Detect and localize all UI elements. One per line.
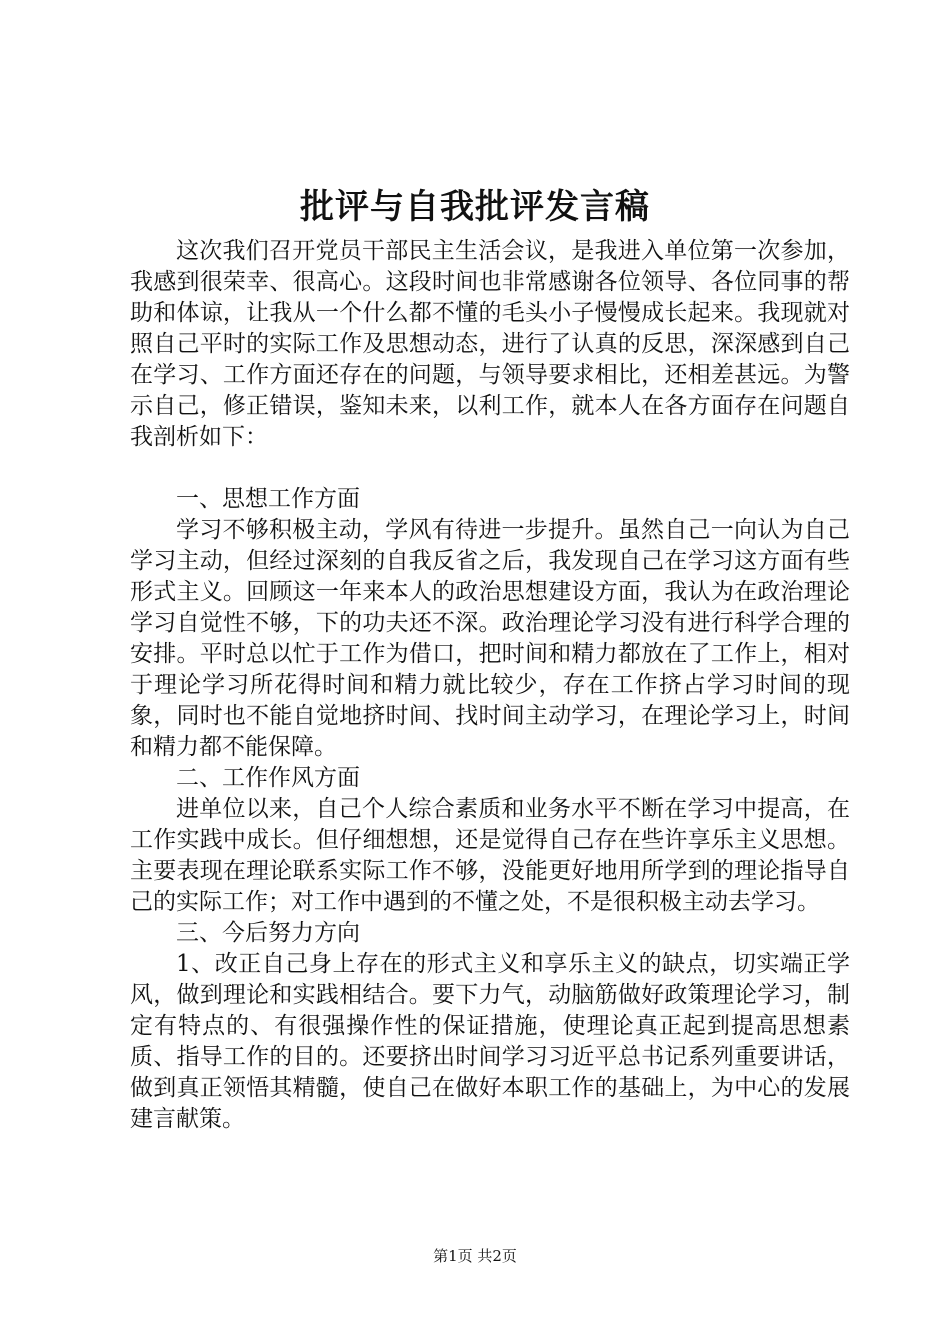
document-body: [130, 236, 850, 1135]
section-heading-thinking: 一、思想工作方面: [176, 486, 360, 512]
section-paragraph-future: 1、改正自己身上存在的形式主义和享乐主义的缺点，切实端正学风，做到理论和实践相结合。要下力气，动脑筋做好政策理论学习，制定有特点的、有很强操作性的保证措施，使理论真正起到提高思想素质、指导工作的目的。还要挤出时间学习习近平总书记系列重要讲话，做到真正领悟其精髓，使自己在做好本职工作的基础上，为中心的发展建言献策。: [130, 951, 850, 1132]
page-number-footer: 第1页 共2页: [433, 1247, 517, 1265]
intro-paragraph: 这次我们召开党员干部民主生活会议，是我进入单位第一次参加，我感到很荣幸、很高心。这段时间也非常感谢各位领导、各位同事的帮助和体谅，让我从一个什么都不懂的毛头小子慢慢成长起来。我现就对照自己平时的实际工作及思想动态，进行了认真的反思，深深感到自己在学习、工作方面还存在的问题，与领导要求相比，还相差甚远。为警示自己，修正错误，鉴知未来，以利工作，就本人在各方面存在问题自我剖析如下：: [130, 238, 850, 450]
document-title: 批评与自我批评发言稿: [300, 187, 650, 227]
section-paragraph-thinking: 学习不够积极主动，学风有待进一步提升。虽然自己一向认为自己学习主动，但经过深刻的自我反省之后，我发现自己在学习这方面有些形式主义。回顾这一年来本人的政治思想建设方面，我认为在政治理论学习自觉性不够，下的功夫还不深。政治理论学习没有进行科学合理的安排。平时总以忙于工作为借口，把时间和精力都放在了工作上，相对于理论学习所花得时间和精力就比较少，存在工作挤占学习时间的现象，同时也不能自觉地挤时间、找时间主动学习，在理论学习上，时间和精力都不能保障。: [130, 517, 850, 760]
section-heading-work-style: 二、工作作风方面: [176, 765, 360, 791]
section-heading-future: 三、今后努力方向: [176, 920, 360, 946]
section-paragraph-work-style: 进单位以来，自己个人综合素质和业务水平不断在学习中提高，在工作实践中成长。但仔细想想，还是觉得自己存在些许享乐主义思想。主要表现在理论联系实际工作不够，没能更好地用所学到的理论指导自己的实际工作；对工作中遇到的不懂之处，不是很积极主动去学习。: [130, 796, 850, 915]
blank-line: [130, 453, 850, 484]
